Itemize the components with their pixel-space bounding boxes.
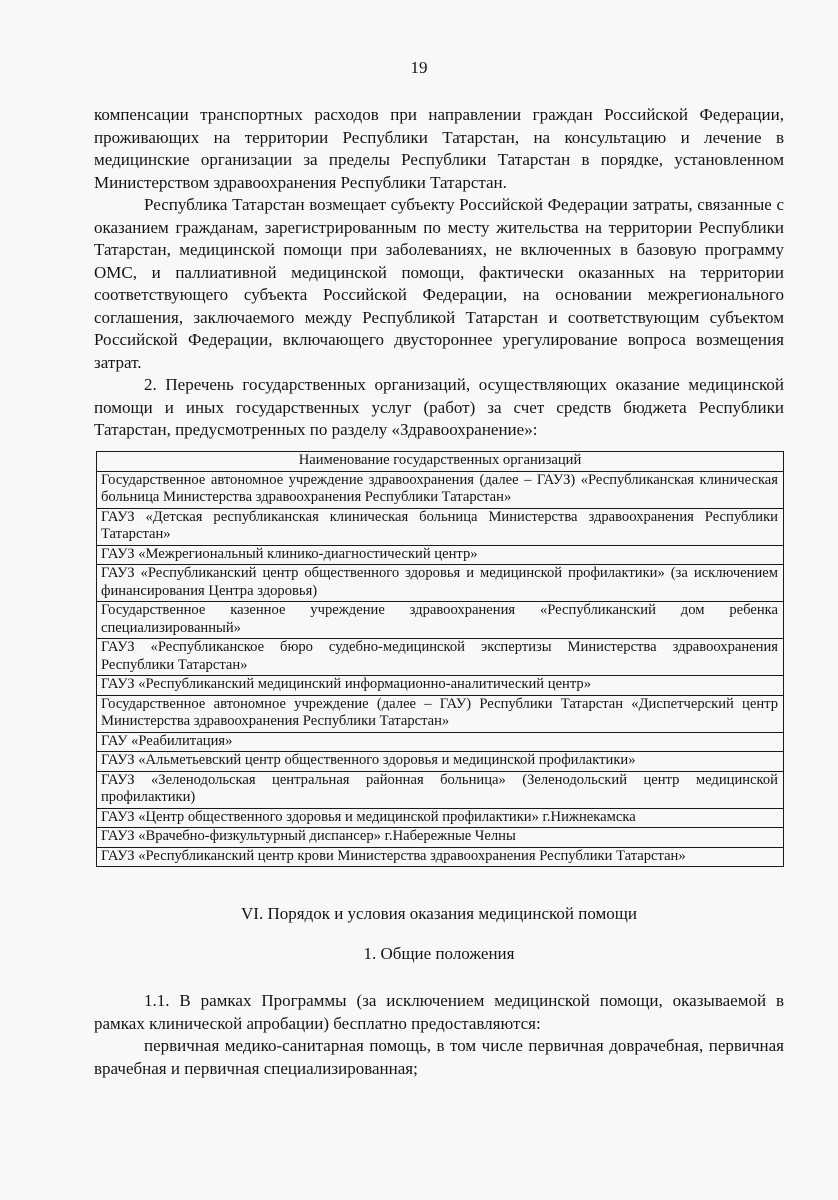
paragraph: 1.1. В рамках Программы (за исключением медицинской помощи, оказываемой в рамках клинической апробации) бесплатно предоставляются: xyxy=(94,991,784,1033)
table-cell: ГАУЗ «Республиканское бюро судебно-медицинской экспертизы Министерства здравоохранения Республики Татарстан» xyxy=(97,639,784,676)
section-title: VI. Порядок и условия оказания медицинской помощи xyxy=(241,904,637,923)
paragraph: первичная медико-санитарная помощь, в том числе первичная доврачебная, первичная врачебная и первичная специализированная; xyxy=(94,1036,784,1078)
table-cell: ГАУЗ «Республиканский центр общественного здоровья и медицинской профилактики» (за исключением финансирования Центра здоровья) xyxy=(97,565,784,602)
table-row xyxy=(97,808,784,828)
table-row xyxy=(97,828,784,848)
table-cell: ГАУЗ «Детская республиканская клиническая больница Министерства здравоохранения Республики Татарстан» xyxy=(97,508,784,545)
table-cell: ГАУЗ «Центр общественного здоровья и медицинской профилактики» г.Нижнекамска xyxy=(97,808,784,828)
table-row xyxy=(97,847,784,867)
table-cell: ГАУЗ «Межрегиональный клинико-диагностический центр» xyxy=(97,545,784,565)
table-row xyxy=(97,639,784,676)
general-provisions-text xyxy=(94,990,784,1080)
paragraph: компенсации транспортных расходов при направлении граждан Российской Федерации, проживающих на территории Республики Татарстан, на консультацию и лечение в медицинские организации за пределы Республики Татарстан в порядке, установленном Министерством здравоохранения Республики Татарстан. xyxy=(94,105,784,192)
table-cell: ГАУЗ «Зеленодольская центральная районная больница» (Зеленодольский центр медицинской профилактики) xyxy=(97,771,784,808)
table-row xyxy=(97,545,784,565)
table-cell: Государственное казенное учреждение здравоохранения «Республиканский дом ребенка специализированный» xyxy=(97,602,784,639)
table-header: Наименование государственных организаций xyxy=(97,452,784,472)
table-row xyxy=(97,771,784,808)
table-header-row xyxy=(97,452,784,472)
table-cell: ГАУЗ «Альметьевский центр общественного здоровья и медицинской профилактики» xyxy=(97,752,784,772)
table-cell: Государственное автономное учреждение (далее – ГАУ) Республики Татарстан «Диспетчерский центр Министерства здравоохранения Республики Татарстан» xyxy=(97,695,784,732)
intro-text xyxy=(94,104,784,442)
organizations-table xyxy=(96,451,784,867)
page-number: 19 xyxy=(410,58,428,77)
table-cell: ГАУЗ «Республиканский медицинский информационно-аналитический центр» xyxy=(97,676,784,696)
subsection-title: 1. Общие положения xyxy=(363,944,515,963)
table-row xyxy=(97,471,784,508)
table-row xyxy=(97,752,784,772)
table-cell: ГАУ «Реабилитация» xyxy=(97,732,784,752)
table-row xyxy=(97,565,784,602)
table-row xyxy=(97,676,784,696)
paragraph: Республика Татарстан возмещает субъекту Российской Федерации затраты, связанные с оказанием гражданам, зарегистрированным по месту жительства на территории Республики Татарстан, медицинской помощи при заболеваниях, не включенных в базовую программу ОМС, и паллиативной медицинской помощи, фактически оказанных на территории соответствующего субъекта Российской Федерации, на основании межрегионального соглашения, заключаемого между Республикой Татарстан и соответствующим субъектом Российской Федерации, включающего двустороннее урегулирование вопроса возмещения затрат. xyxy=(94,195,784,372)
table-cell: ГАУЗ «Врачебно-физкультурный диспансер» г.Набережные Челны xyxy=(97,828,784,848)
table-cell: Государственное автономное учреждение здравоохранения (далее – ГАУЗ) «Республиканская клиническая больница Министерства здравоохранения Республики Татарстан» xyxy=(97,471,784,508)
table-row xyxy=(97,695,784,732)
table-cell: ГАУЗ «Республиканский центр крови Министерства здравоохранения Республики Татарстан» xyxy=(97,847,784,867)
table-row xyxy=(97,602,784,639)
table-row xyxy=(97,732,784,752)
paragraph: 2. Перечень государственных организаций, осуществляющих оказание медицинской помощи и иных государственных услуг (работ) за счет средств бюджета Республики Татарстан, предусмотренных по разделу «Здравоохранение»: xyxy=(94,375,784,439)
table-row xyxy=(97,508,784,545)
